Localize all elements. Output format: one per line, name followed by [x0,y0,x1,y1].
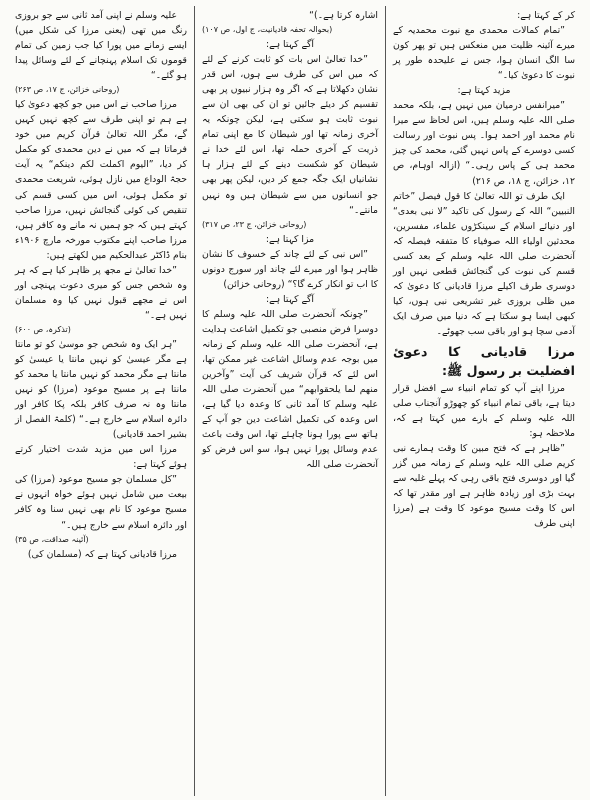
body-paragraph: مرزا اس میں مزید شدت اختیار کرتے ہوئے کہتا ہے: [15,444,187,471]
quote-paragraph: ”چونکہ آنحضرت صلی اللہ علیہ وسلم کا دوسرا فرض منصبی جو تکمیل اشاعت ہدایت ہے، آنحضرت صلی اللہ علیہ وسلم کے زمانہ میں بوجہ عدم وسائل اشاعت غیر ممکن تھا، اس لئے کہ قرآن شریف کی آیت ”وآخرین منھم لما یلحقوابھم“ میں آنحضرت صلی اللہ علیہ وسلم کا آمد ثانی کا وعدہ دیا گیا ہے، اس وعدہ کی تکمیل اشاعت دین جو آپ کے ہاتھ سے پورا ہونا چاہئے تھا، اس وقت باعث عدم وسائل پورا نہیں ہوا، سو اس فرض کو آنحضرت صلی اللہ [202,308,378,471]
reference-citation: (تذکرہ، ص ۶۰۰) [15,324,71,334]
reference-citation: (بحوالہ تحفہ قادیانیت، ج اول، ص ۱۰۷) [202,25,333,35]
column-right [386,6,582,796]
quote-paragraph: ”خدا تعالیٰ نے مجھ پر ظاہر کیا ہے کہ ہر وہ شخص جس کو میری دعوت پہنچی اور اس نے مجھے قبول نہیں کیا وہ مسلمان نہیں ہے۔“ [15,264,187,321]
body-paragraph: مرزا اپنے آپ کو تمام انبیاء سے افضل قرار دیتا ہے، باقی تمام انبیاء کو چھوڑو آنجناب صلی اللہ علیہ وسلم کے بارے میں کہتا ہے کہ، ملاحظہ ہو: [393,383,575,440]
speaker-line: مزید کہتا ہے: [457,85,511,97]
quote-paragraph: ”کل مسلمان جو مسیح موعود (مرزا) کی بیعت میں شامل نہیں ہوئے خواہ انہوں نے مسیح موعود کا نام بھی نہیں سنا وہ کافر اور دائرہ اسلام سے خارج ہیں۔“ [15,474,187,531]
quote-paragraph: ”میرانفس درمیان میں نہیں ہے، بلکہ محمد صلی اللہ علیہ وسلم ہیں، اس لحاظ سے میرا نام محمد اور احمد ہوا۔ پس نبوت اور رسالت کسی دوسرے کے پاس نہیں گئی، محمد کی چیز محمد ہی کے پاس رہی۔“ (ازالہ اوہام، ص ۱۲، خزائن، ج ۱۸، ص ۲۱۶) [393,100,575,187]
section-heading: مرزا قادیانی کا دعویٔ افضلیت بر رسول ﷺ: [393,344,575,379]
quote-paragraph: ”اس نبی کے لئے چاند کے خسوف کا نشان ظاہر ہوا اور میرے لئے چاند اور سورج دونوں کا اب تو انکار کرے گا؟“ (روحانی خزائن) [202,248,378,290]
reference-citation: (روحانی خزائن، ج ۱۷، ص ۲۶۳) [15,85,120,95]
body-paragraph: ایک طرف تو اللہ تعالیٰ کا قول فیصل ”خاتم النبیین“ اللہ کے رسول کی تاکید ”لا نبی بعدی“ اور دنیائے اسلام کے سینکڑوں علماء، مفسرین، محدثین اولیاء اللہ صوفیاء کا متفقہ فیصلہ کہ آنحضرت صلی اللہ علیہ وسلم کے بعد کسی قسم کی نبوت کی گنجائش قطعی نہیں اور دوسری طرف اکیلے مرزا قادیانی کا دعویٰ کہ میں ظلی بروزی غیر تشریعی نبی ہوں، کیا کبھی ایسا ہو سکتا ہے کہ دنیا میں صرف ایک آدمی سچا ہو اور باقی سب جھوٹے۔ [393,190,575,337]
quote-paragraph: ”تمام کمالات محمدی مع نبوت محمدیہ کے میرے آئینہ ظلیت میں منعکس ہیں تو پھر کون سا الگ انسان ہوا، جس نے علیحدہ طور پر نبوت کا دعویٰ کیا۔“ [393,25,575,82]
column-middle [194,6,386,796]
quote-paragraph: ”ہر ایک وہ شخص جو موسیٰ کو تو مانتا ہے مگر عیسیٰ کو نہیں مانتا یا عیسیٰ کو مانتا ہے مگر محمد کو نہیں مانتا یا محمد کو مانتا ہے پر مسیح موعود (مرزا) کو نہیں مانتا وہ نہ صرف کافر بلکہ پکا کافر اور دائرہ اسلام سے خارج ہے۔“ (کلمۃ الفصل از بشیر احمد قادیانی) [15,338,187,441]
body-paragraph: مرزا صاحب نے اس میں جو کچھ دعویٰ کیا ہے ہم تو اپنی طرف سے کچھ نہیں کہیں گے، مگر اللہ تعالیٰ قرآن کریم میں خود فرماتا ہے کہ میں نے دین محمدی کو مکمل کر دیا، ”الیوم اکملت لکم دینکم“ یہ آیت حجۃ الوداع میں نازل ہوئی، شریعت محمدی تو مکمل ہوئی، اس میں کسی قسم کی تنقیص کی کوئی گنجائش نہیں، مرزا صاحب کہتے ہیں کہ جو ہمیں نہ مانے وہ کافر ہیں، مرزا صاحب اپنے مکتوب مورخہ مارچ ۱۹۰۶ء بنام ڈاکٹر عبدالحکیم میں لکھتے ہیں: [15,99,187,261]
continued-line: اشارہ کرتا ہے۔)“ [309,10,378,21]
quote-paragraph: ”ظاہر ہے کہ فتح مبین کا وقت ہمارے نبی کریم صلی اللہ علیہ وسلم کے زمانہ میں گزر گیا اور دوسری فتح باقی رہی کہ پہلے غلبہ سے بہت بڑی اور زیادہ ظاہر ہے اور مقدر تھا کہ اس کا وقت مسیح موعود کا وقت ہے (مرزا اپنی طرف [393,443,575,530]
speaker-line: مزا کہتا ہے: [265,233,315,245]
reference-citation: (روحانی خزائن، ج ۲۳، ص ۳۱۷) [202,219,307,229]
quote-paragraph: علیہ وسلم نے اپنی آمد ثانی سے جو بروزی رنگ میں تھی (یعنی مرزا کی شکل میں) ایسے زمانے میں پورا کیا جب زمین کی تمام قوموں تک اسلام پہنچانے کے لئے وسائل پیدا ہو گئے۔“ [15,10,187,82]
intro-line: کر کے کہتا ہے: [517,10,575,21]
reference-citation: (آئینہ صداقت، ص ۳۵) [15,534,89,544]
quote-paragraph: ”خدا تعالیٰ اس بات کو ثابت کرنے کے لئے کہ میں اس کی طرف سے ہوں، اس قدر نشان دکھلاتا ہے کہ اگر وہ ہزار نبیوں پر بھی تقسیم کر دیئے جائیں تو ان کی بھی ان سے نبوت ثابت ہو سکتی ہے، لیکن چونکہ یہ آخری زمانہ تھا اور شیطان کا مع اپنی تمام ذریت کے آخری حملہ تھا، اس لئے خدا نے شیطان کو شکست دینے کے لئے ہزار ہا نشانیاں ایک جگہ جمع کر دیں، لیکن پھر بھی جو انسانوں میں سے شیطان ہیں وہ نہیں مانتے۔“ [202,54,378,216]
column-left [8,6,194,796]
speaker-line: آگے کہتا ہے: [266,293,314,305]
speaker-line: آگے کہتا ہے: [266,39,314,51]
body-paragraph: مرزا قادیانی کہتا ہے کہ (مسلمان کی) [27,548,177,560]
